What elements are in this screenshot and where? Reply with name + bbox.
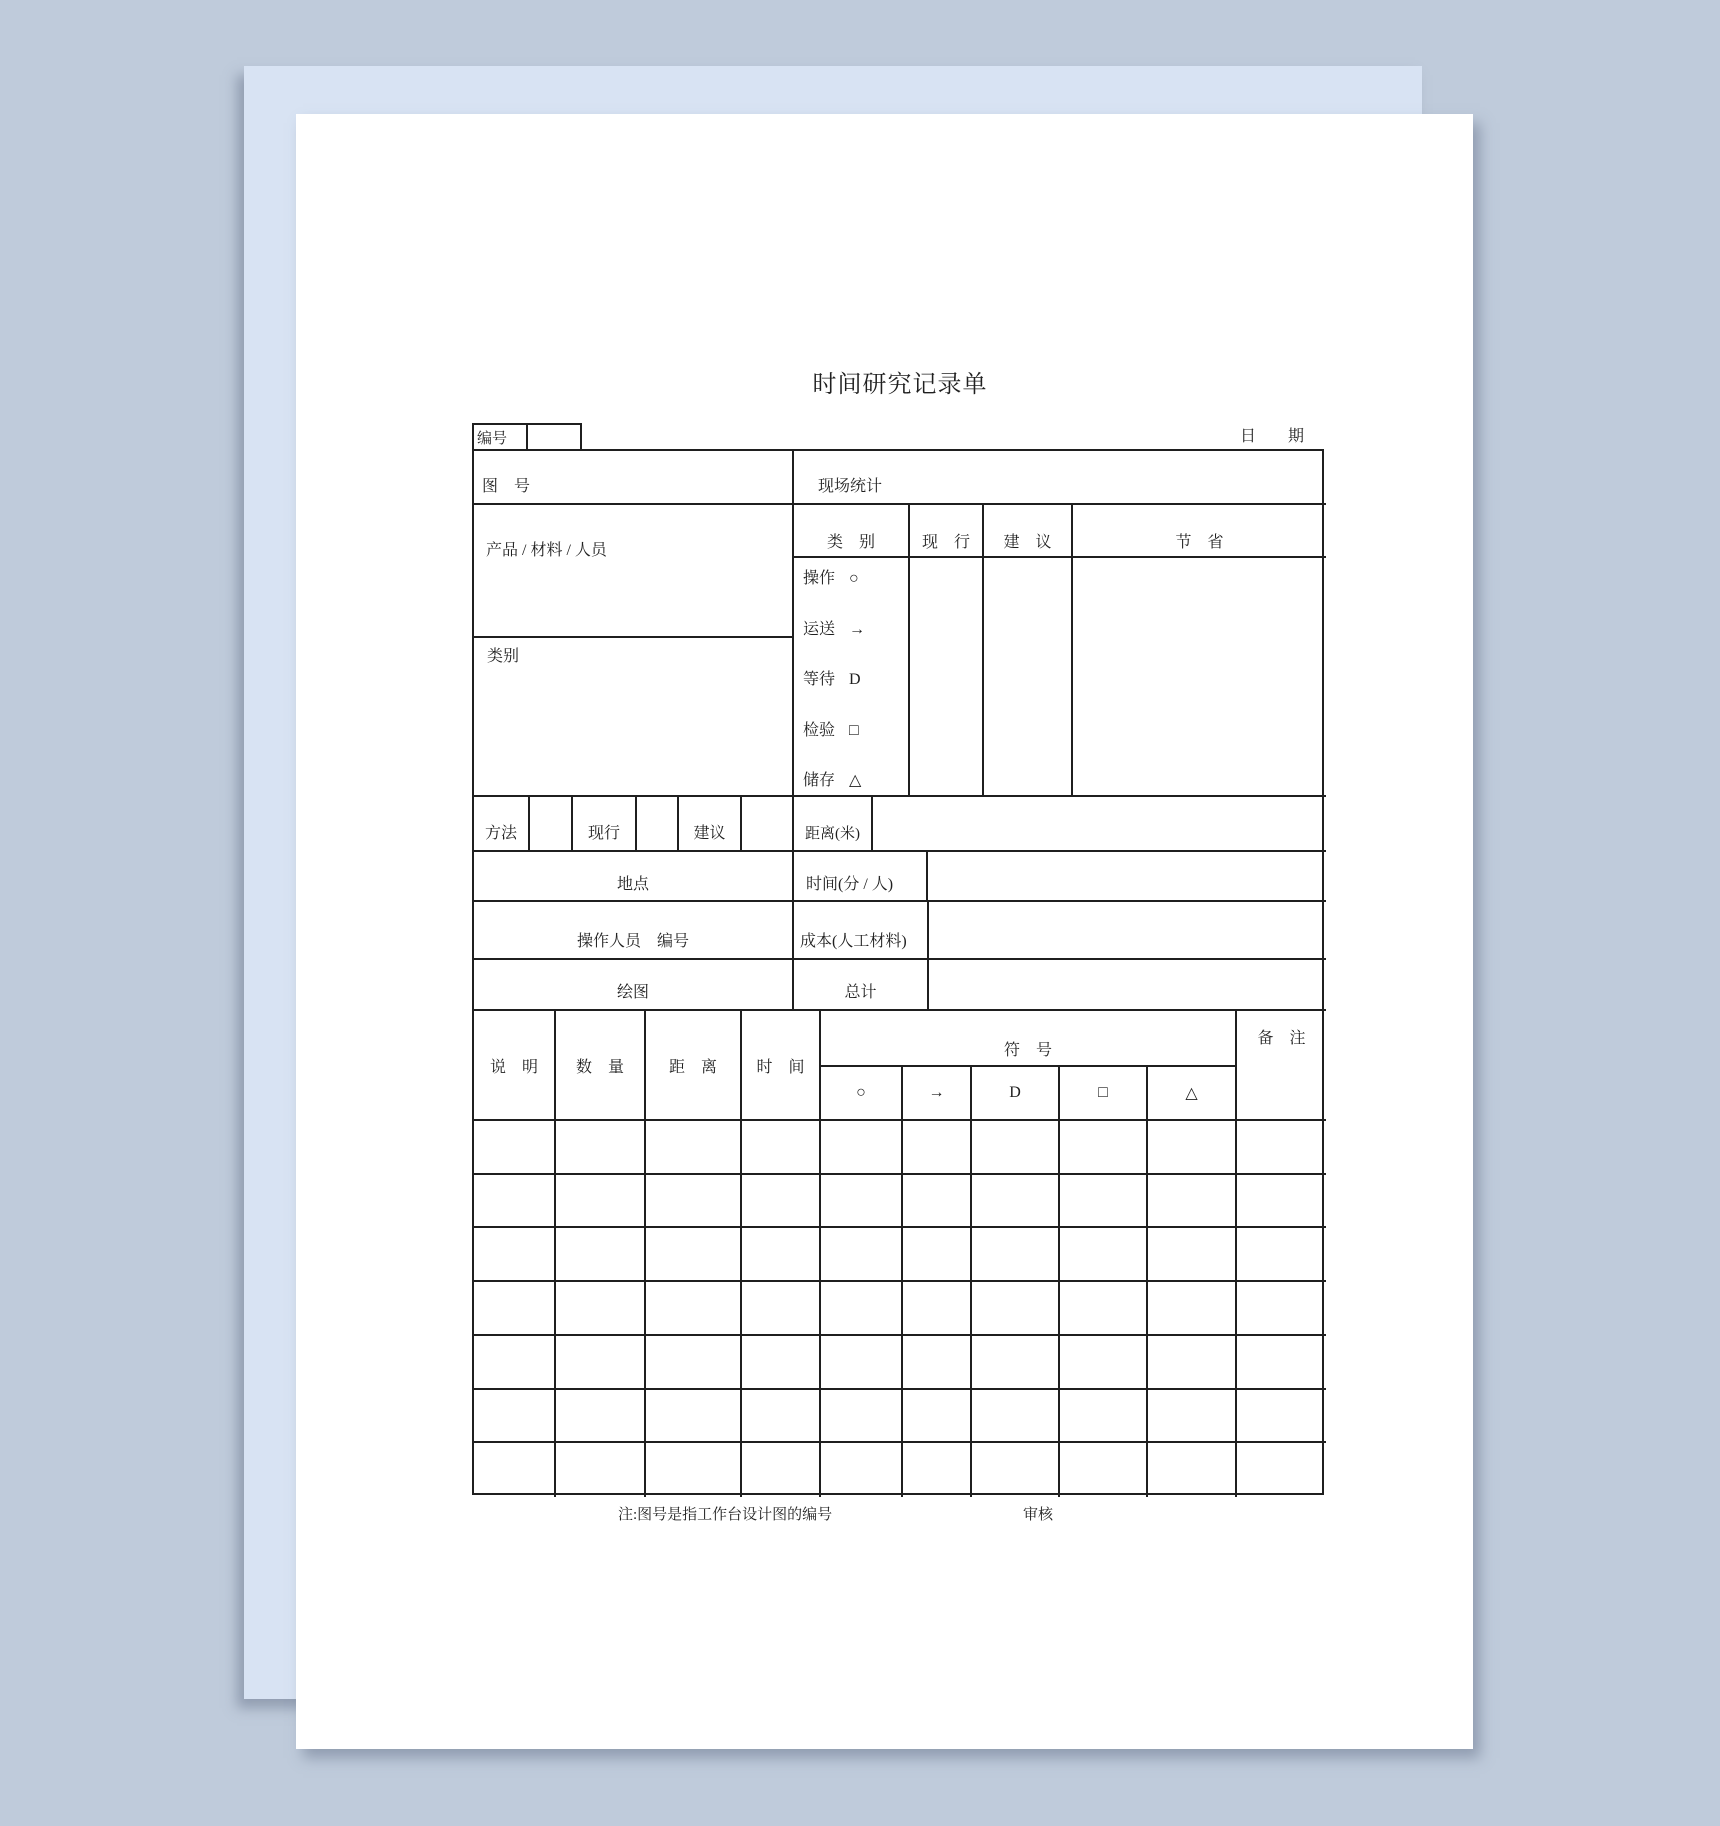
cost-label-cell: 成本(人工材料) (794, 902, 929, 960)
grid-cell (646, 1336, 742, 1390)
grid-cell (972, 1443, 1060, 1497)
grid-cell (646, 1175, 742, 1229)
grid-cell (821, 1175, 903, 1229)
grid-cell (1237, 1390, 1326, 1444)
date-label: 日 期 (1239, 428, 1304, 445)
review-label: 审核 (1023, 1507, 1054, 1523)
grid-cell (474, 1175, 556, 1229)
stats-row-delay (803, 671, 908, 688)
grid-symbol-col-storage: △ (1148, 1067, 1237, 1121)
time-value-cell (928, 852, 1326, 902)
delay-d-symbol: D (849, 671, 861, 688)
storage-triangle-symbol: △ (849, 772, 862, 789)
grid-header-time: 时 间 (742, 1011, 821, 1121)
site-stats-cell: 现场统计 (794, 451, 1326, 505)
time-label-cell: 时间(分 / 人) (794, 852, 928, 902)
grid-cell (474, 1443, 556, 1497)
grid-cell (821, 1336, 903, 1390)
grid-cell (1237, 1336, 1326, 1390)
method-blank-cell (742, 797, 794, 852)
grid-cell (1148, 1175, 1237, 1229)
serial-number-label: 编号 (474, 425, 528, 449)
stats-saving-value-column (1073, 558, 1326, 797)
stats-symbol-column (794, 558, 910, 797)
grid-cell (474, 1336, 556, 1390)
grid-cell (646, 1121, 742, 1175)
grid-cell (1060, 1121, 1148, 1175)
stats-row-label: 储存 (803, 772, 836, 789)
total-value-cell (929, 960, 1326, 1011)
grid-cell (903, 1443, 972, 1497)
grid-cell (1237, 1121, 1326, 1175)
grid-cell (556, 1228, 646, 1282)
grid-cell (903, 1228, 972, 1282)
grid-cell (1060, 1443, 1148, 1497)
grid-cell (556, 1121, 646, 1175)
grid-header-symbol: 符 号 (821, 1011, 1237, 1067)
grid-cell (903, 1121, 972, 1175)
operation-circle-symbol: ○ (849, 570, 859, 587)
grid-cell (742, 1443, 821, 1497)
grid-cell (1237, 1175, 1326, 1229)
grid-header-distance: 距 离 (646, 1011, 742, 1121)
grid-cell (972, 1175, 1060, 1229)
grid-cell (1148, 1228, 1237, 1282)
grid-cell (1148, 1121, 1237, 1175)
grid-cell (1060, 1390, 1148, 1444)
grid-cell (972, 1121, 1060, 1175)
grid-header-quantity: 数 量 (556, 1011, 646, 1121)
stats-header-proposed: 建 议 (984, 505, 1073, 558)
drawing-no-cell: 图 号 (474, 451, 794, 505)
location-label-cell: 地点 (474, 852, 794, 902)
grid-cell (1237, 1228, 1326, 1282)
grid-cell (1148, 1443, 1237, 1497)
document-page (296, 114, 1473, 1749)
grid-cell (821, 1228, 903, 1282)
grid-cell (646, 1443, 742, 1497)
grid-cell (1237, 1443, 1326, 1497)
grid-cell (742, 1121, 821, 1175)
method-proposed-label-cell: 建议 (679, 797, 742, 852)
method-label-cell: 方法 (474, 797, 530, 852)
grid-header-remark: 备 注 (1237, 1011, 1326, 1121)
grid-symbol-col-transport: → (903, 1067, 972, 1121)
grid-symbol-col-operation: ○ (821, 1067, 903, 1121)
footnote-note: 注:图号是指工作台设计图的编号 (618, 1507, 833, 1523)
grid-cell (556, 1336, 646, 1390)
grid-cell (742, 1175, 821, 1229)
grid-cell (474, 1390, 556, 1444)
grid-cell (821, 1443, 903, 1497)
grid-cell (646, 1228, 742, 1282)
grid-cell (742, 1282, 821, 1336)
grid-cell (972, 1282, 1060, 1336)
stats-header-category: 类 别 (794, 505, 910, 558)
stats-row-label: 检验 (803, 721, 836, 739)
stats-row-label: 运送 (803, 620, 836, 638)
grid-cell (556, 1175, 646, 1229)
grid-cell (972, 1390, 1060, 1444)
inspection-square-symbol: □ (849, 721, 859, 739)
grid-cell (1060, 1228, 1148, 1282)
grid-cell (903, 1175, 972, 1229)
grid-cell (474, 1228, 556, 1282)
grid-cell (1148, 1390, 1237, 1444)
grid-cell (1060, 1175, 1148, 1229)
stats-row-inspection (803, 722, 908, 739)
cost-value-cell (929, 902, 1326, 960)
category-cell: 类别 (474, 638, 794, 797)
grid-cell (474, 1282, 556, 1336)
grid-cell (556, 1390, 646, 1444)
method-blank-cell (530, 797, 573, 852)
grid-cell (821, 1282, 903, 1336)
grid-cell (903, 1282, 972, 1336)
grid-cell (972, 1228, 1060, 1282)
stats-header-current: 现 行 (910, 505, 984, 558)
grid-cell (903, 1336, 972, 1390)
grid-cell (1060, 1282, 1148, 1336)
grid-symbol-col-delay: D (972, 1067, 1060, 1121)
grid-cell (742, 1336, 821, 1390)
grid-cell (1060, 1336, 1148, 1390)
stats-row-operation (803, 570, 908, 587)
grid-cell (1148, 1282, 1237, 1336)
drawing-label-cell: 绘图 (474, 960, 794, 1011)
grid-cell (646, 1390, 742, 1444)
transport-arrow-symbol: → (849, 620, 866, 638)
footnote (472, 1503, 1328, 1527)
grid-cell (1148, 1336, 1237, 1390)
grid-cell (646, 1282, 742, 1336)
method-blank-cell (637, 797, 679, 852)
grid-cell (1237, 1282, 1326, 1336)
grid-cell (903, 1390, 972, 1444)
stats-header-saving: 节 省 (1073, 505, 1326, 558)
grid-symbol-col-inspection: □ (1060, 1067, 1148, 1121)
grid-cell (556, 1443, 646, 1497)
grid-header-description: 说 明 (474, 1011, 556, 1121)
page-title: 时间研究记录单 (812, 372, 988, 398)
grid-cell (742, 1390, 821, 1444)
grid-cell (474, 1121, 556, 1175)
grid-cell (556, 1282, 646, 1336)
distance-label-cell: 距离(米) (794, 797, 873, 852)
grid-cell (821, 1121, 903, 1175)
operator-label-cell: 操作人员 编号 (474, 902, 794, 960)
stats-row-label: 操作 (803, 570, 836, 587)
method-current-label-cell: 现行 (573, 797, 637, 852)
stats-current-value-column (910, 558, 984, 797)
stats-row-transport (803, 621, 908, 638)
empty-data-grid (474, 1121, 1326, 1497)
total-label-cell: 总计 (794, 960, 929, 1011)
stats-proposed-value-column (984, 558, 1073, 797)
stats-row-label: 等待 (803, 671, 836, 688)
stats-row-storage (803, 772, 908, 789)
grid-cell (821, 1390, 903, 1444)
grid-cell (742, 1228, 821, 1282)
form-table (472, 449, 1324, 1495)
grid-cell (972, 1336, 1060, 1390)
distance-value-cell (873, 797, 1326, 852)
product-material-personnel-cell: 产品 / 材料 / 人员 (474, 505, 794, 638)
